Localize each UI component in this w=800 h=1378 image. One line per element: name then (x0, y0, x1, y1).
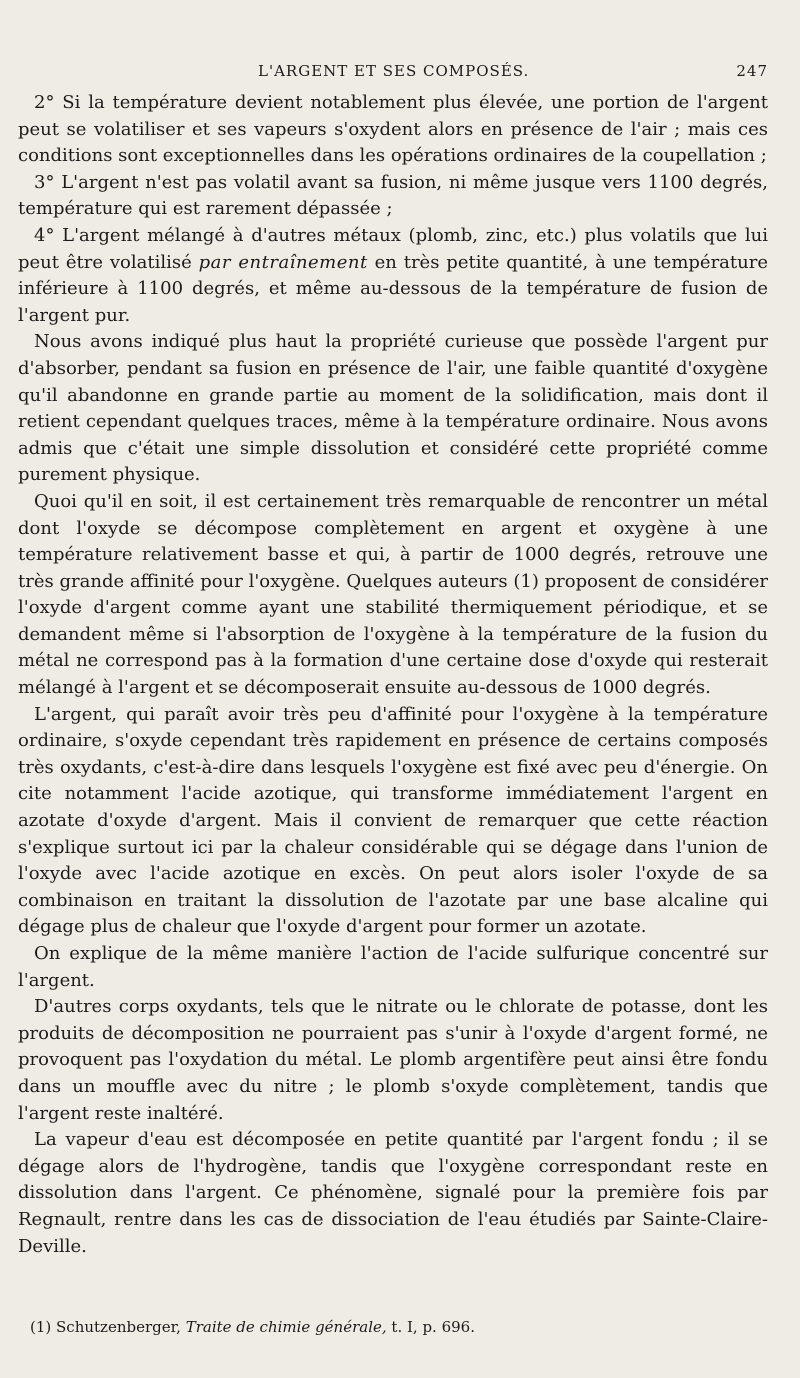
paragraph: 3° L'argent n'est pas volatil avant sa fusion, ni même jusque vers 1100 degrés, température qui est rarement dépassée ; (18, 171, 768, 220)
paragraph-text: en très petite quantité, à une température inférieure à 1100 degrés, et même au-dessous de la température de fusion de l'argent pur. (18, 251, 768, 326)
paragraph: L'argent, qui paraît avoir très peu d'affinité pour l'oxygène à la température ordinaire, s'oxyde cependant très rapidement en présence de certains composés très oxydants, c'est-à-dire dans lesquels l'oxygène est fixé avec peu d'énergie. On cite notamment l'acide azotique, qui transforme immédiatement l'argent en azotate d'oxyde d'argent. Mais il convient de remarquer que cette réaction s'explique surtout ici par la chaleur considérable qui se dégage dans l'union de l'oxyde avec l'acide azotique en excès. On peut alors isoler l'oxyde de sa combinaison en traitant la dissolution de l'azotate par une base alcaline qui dégage plus de chaleur que l'oxyde d'argent pour former un azotate. (18, 703, 768, 938)
footnote-author: Schutzenberger, (56, 1318, 181, 1336)
paragraph: On explique de la même manière l'action de l'acide sulfurique concentré sur l'argent. (18, 943, 768, 991)
footnote-marker: (1) (30, 1318, 52, 1336)
paragraph-text: 4° L'argent mélangé à d'autres métaux (plomb, zinc, etc.) plus volatils que lui peut être volatilisé (18, 224, 768, 273)
emphasized-term: par entraînement (198, 251, 368, 273)
paragraph: D'autres corps oxydants, tels que le nitrate ou le chlorate de potasse, dont les produits de décomposition ne pourraient pas s'unir à l'oxyde d'argent formé, ne provoquent pas l'oxydation du métal. Le plomb argentifère peut ainsi être fondu dans un mouffle avec du nitre ; le plomb s'oxyde complètement, tandis que l'argent reste inaltéré. (18, 996, 768, 1124)
paragraph: 2° Si la température devient notablement plus élevée, une portion de l'argent peut se volatiliser et ses vapeurs s'oxydent alors en présence de l'air ; mais ces conditions sont exceptionnelles dans les opérations ordinaires de la coupellation ; (18, 92, 768, 167)
page-number: 247 (736, 62, 768, 80)
page-body (18, 90, 768, 1260)
paragraph: La vapeur d'eau est décomposée en petite quantité par l'argent fondu ; il se dégage alors de l'hydrogène, tandis que l'oxygène correspondant reste en dissolution dans l'argent. Ce phénomène, signalé pour la première fois par Regnault, rentre dans les cas de dissociation de l'eau étudiés par Sainte-Claire-Deville. (18, 1129, 768, 1257)
paragraph (18, 223, 768, 329)
footnote (30, 1318, 475, 1336)
paragraph: Quoi qu'il en soit, il est certainement très remarquable de rencontrer un métal dont l'oxyde se décompose complètement en argent et oxygène à une température relativement basse et qui, à partir de 1000 degrés, retrouve une très grande affinité pour l'oxygène. Quelques auteurs (1) proposent de considérer l'oxyde d'argent comme ayant une stabilité thermiquement périodique, et se demandent même si l'absorption de l'oxygène à la température de la fusion du métal ne correspond pas à la formation d'une certaine dose d'oxyde qui resterait mélangé à l'argent et se décomposerait ensuite au-dessous de 1000 degrés. (18, 490, 768, 699)
page-header (18, 56, 768, 86)
footnote-title: Traite de chimie générale, (185, 1318, 387, 1336)
paragraph: Nous avons indiqué plus haut la propriété curieuse que possède l'argent pur d'absorber, pendant sa fusion en présence de l'air, une faible quantité d'oxygène qu'il abandonne en grande partie au moment de la solidification, mais dont il retient cependant quelques traces, même à la température ordinaire. Nous avons admis que c'était une simple dissolution et considéré cette propriété comme purement physique. (18, 331, 768, 486)
running-title: L'ARGENT ET SES COMPOSÉS. (258, 62, 530, 80)
footnote-reference: t. I, p. 696. (391, 1318, 475, 1336)
